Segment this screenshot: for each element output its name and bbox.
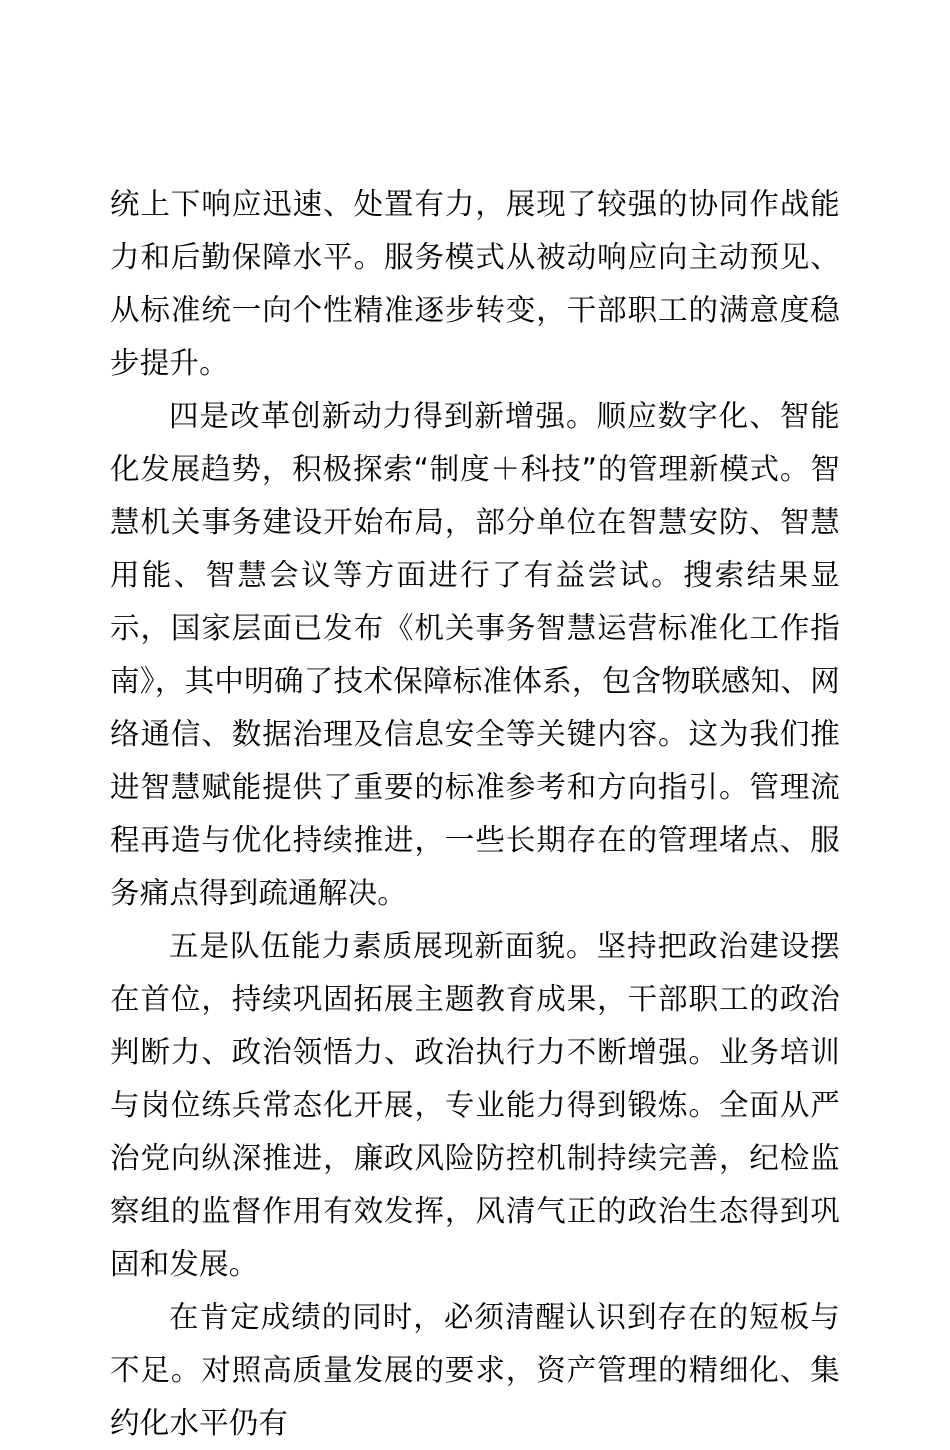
paragraph-3: 五是队伍能力素质展现新面貌。坚持把政治建设摆在首位，持续巩固拓展主题教育成果，干部职工的政治判断力、政治领悟力、政治执行力不断增强。业务培训与岗位练兵常态化开展，专业能力得到锻炼。全面从严治党向纵深推进，廉政风险防控机制持续完善，纪检监察组的监督作用有效发挥，风清气正的政治生态得到巩固和发展。 (110, 929, 840, 1281)
paragraph-1: 统上下响应迅速、处置有力，展现了较强的协同作战能力和后勤保障水平。服务模式从被动响应向主动预见、从标准统一向个性精准逐步转变，干部职工的满意度稳步提升。 (110, 187, 840, 380)
document-body (110, 178, 840, 1450)
paragraph-2: 四是改革创新动力得到新增强。顺应数字化、智能化发展趋势，积极探索“制度＋科技”的管理新模式。智慧机关事务建设开始布局，部分单位在智慧安防、智慧用能、智慧会议等方面进行了有益尝试。搜索结果显示，国家层面已发布《机关事务智慧运营标准化工作指南》，其中明确了技术保障标准体系，包含物联感知、网络通信、数据治理及信息安全等关键内容。这为我们推进智慧赋能提供了重要的标准参考和方向指引。管理流程再造与优化持续推进，一些长期存在的管理堵点、服务痛点得到疏通解决。 (110, 399, 840, 910)
paragraph-4: 在肯定成绩的同时，必须清醒认识到存在的短板与不足。对照高质量发展的要求，资产管理的精细化、集约化水平仍有 (110, 1300, 840, 1440)
